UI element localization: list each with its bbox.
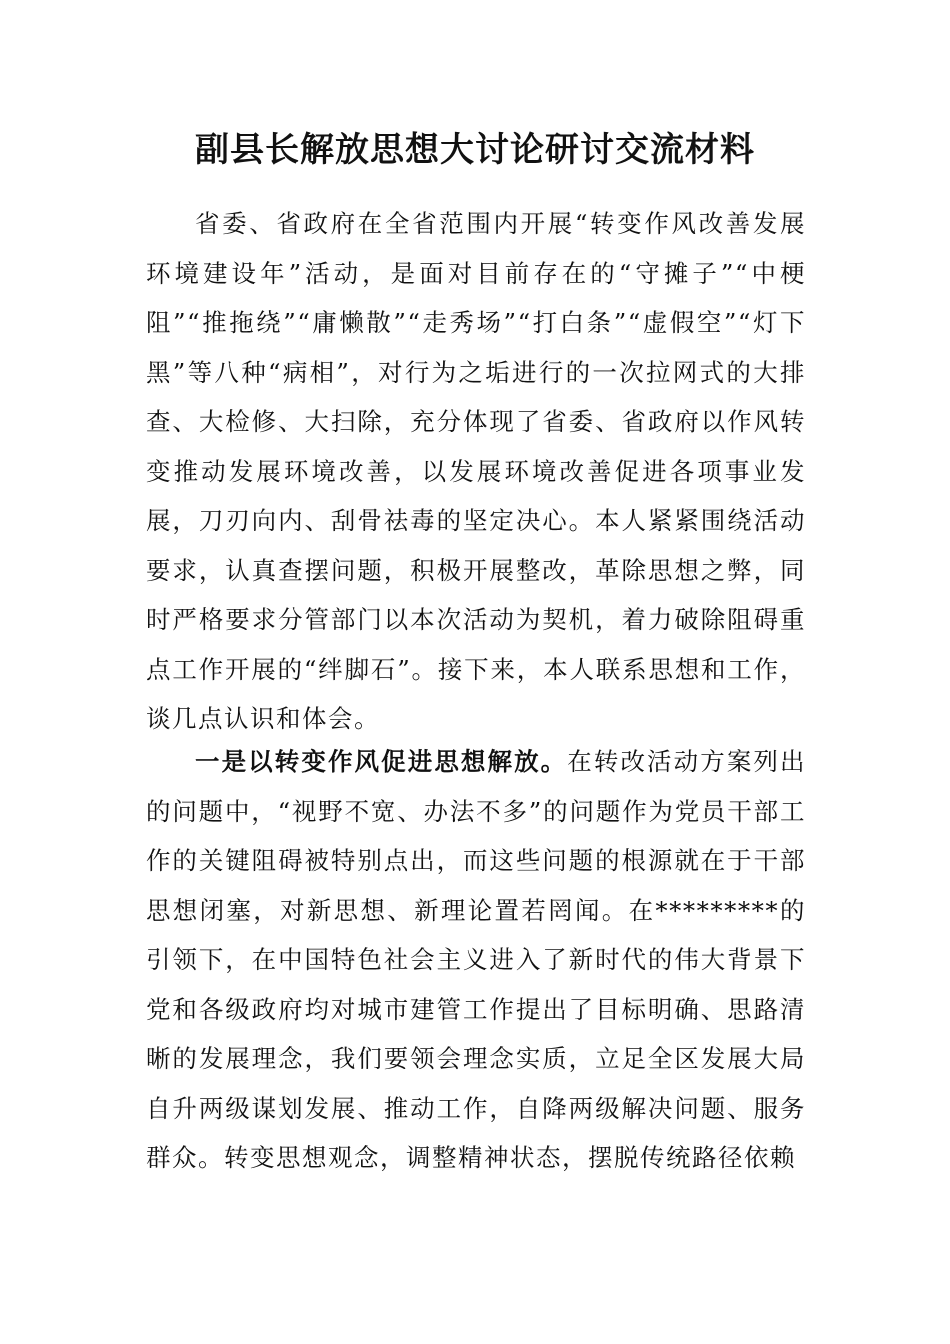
paragraph-2-lead: 一是以转变作风促进思想解放。 — [195, 747, 568, 776]
body-paragraph-1 — [146, 199, 806, 744]
paragraph-1-text: 省委、省政府在全省范围内开展“转变作风改善发展环境建设年”活动，是面对目前存在的“守摊子”“中梗阻”“推拖绕”“庸懒散”“走秀场”“打白条”“虚假空”“灯下黑”等八种“病相”，对行为之垢进行的一次拉网式的大排查、大检修、大扫除，充分体现了省委、省政府以作风转变推动发展环境改善，以发展环境改善促进各项事业发展，刀刃向内、刮骨祛毒的坚定决心。本人紧紧围绕活动要求，认真查摆问题，积极开展整改，革除思想之弊，同时严格要求分管部门以本次活动为契机，着力破除阻碍重点工作开展的“绊脚石”。接下来，本人联系思想和工作，谈几点认识和体会。 — [146, 209, 806, 733]
body-paragraph-2 — [146, 737, 806, 1183]
paragraph-2-text: 在转改活动方案列出的问题中，“视野不宽、办法不多”的问题作为党员干部工作的关键阻碍被特别点出，而这些问题的根源就在于干部思想闭塞，对新思想、新理论置若罔闻。在*********的引领下，在中国特色社会主义进入了新时代的伟大背景下党和各级政府均对城市建管工作提出了目标明确、思路清晰的发展理念，我们要领会理念实质，立足全区发展大局自升两级谋划发展、推动工作，自降两级解决问题、服务群众。转变思想观念，调整精神状态，摆脱传统路径依赖 — [146, 747, 807, 1172]
document-title: 副县长解放思想大讨论研讨交流材料 — [195, 130, 755, 170]
